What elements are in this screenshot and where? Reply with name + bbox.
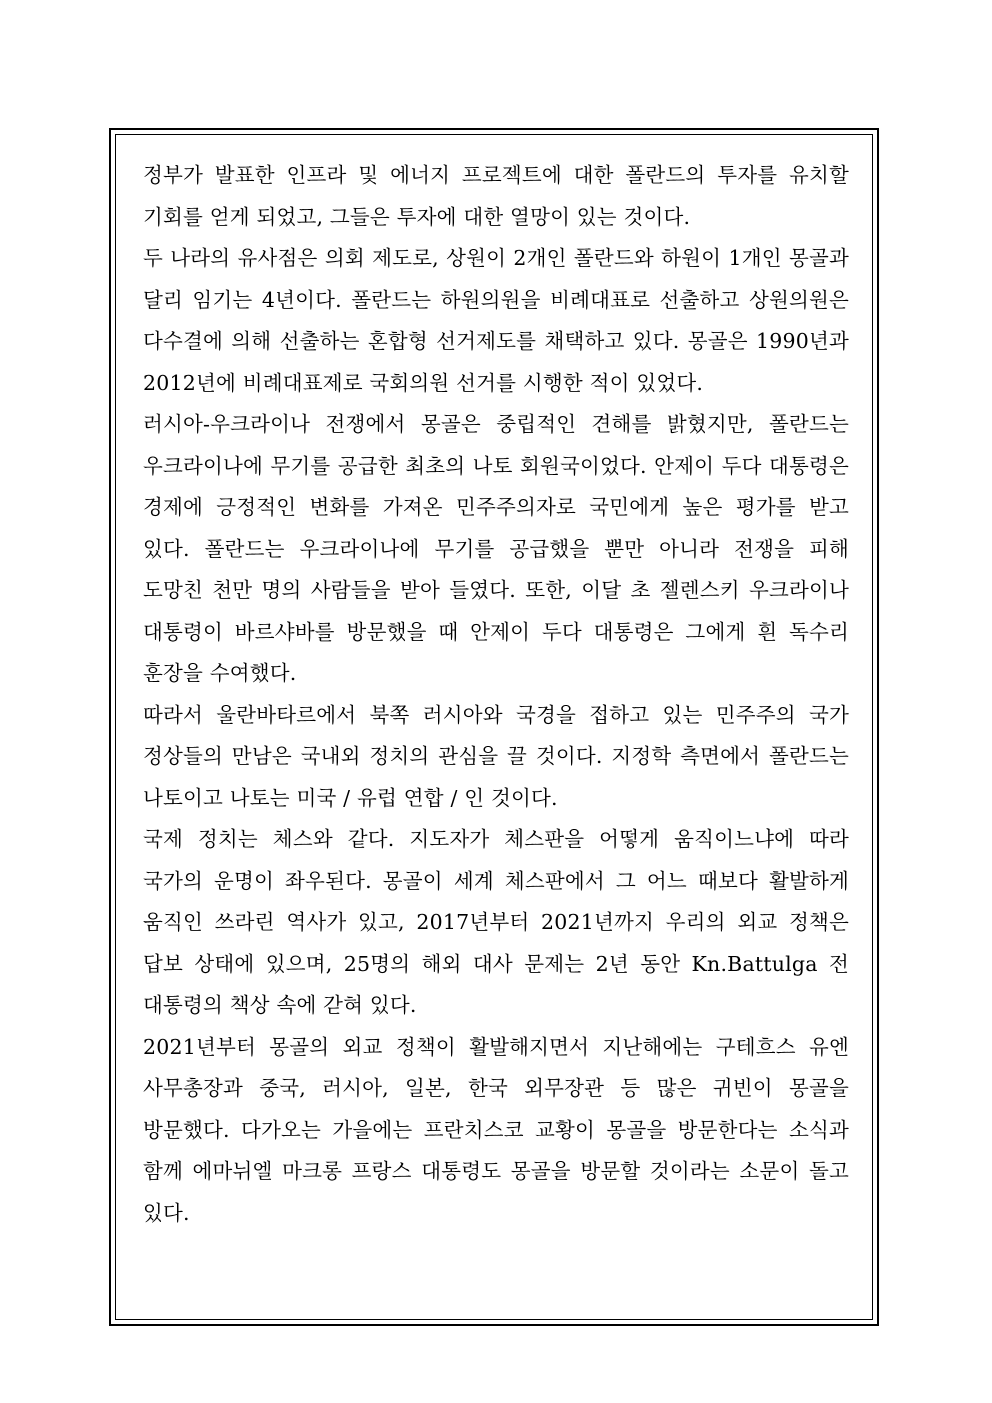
paragraph-1: 정부가 발표한 인프라 및 에너지 프로젝트에 대한 폴란드의 투자를 유치할 기회를 얻게 되었고, 그들은 투자에 대한 열망이 있는 것이다. <box>143 163 849 229</box>
document-body <box>143 155 849 1234</box>
paragraph-5: 국제 정치는 체스와 같다. 지도자가 체스판을 어떻게 움직이느냐에 따라 국가의 운명이 좌우된다. 몽골이 세계 체스판에서 그 어느 때보다 활발하게 움직인 쓰라린 역사가 있고, 2017년부터 2021년까지 우리의 외교 정책은 답보 상태에 있으며, 25명의 해외 대사 문제는 2년 동안 Kn.Battulga 전 대통령의 책상 속에 갇혀 있다. <box>143 827 849 1017</box>
paragraph-3: 러시아-우크라이나 전쟁에서 몽골은 중립적인 견해를 밝혔지만, 폴란드는 우크라이나에 무기를 공급한 최초의 나토 회원국이었다. 안제이 두다 대통령은 경제에 긍정적인 변화를 가져온 민주주의자로 국민에게 높은 평가를 받고 있다. 폴란드는 우크라이나에 무기를 공급했을 뿐만 아니라 전쟁을 피해 도망친 천만 명의 사람들을 받아 들였다. 또한, 이달 초 젤렌스키 우크라이나 대통령이 바르샤바를 방문했을 때 안제이 두다 대통령은 그에게 흰 독수리 훈장을 수여했다. <box>143 412 849 685</box>
paragraph-4: 따라서 울란바타르에서 북쪽 러시아와 국경을 접하고 있는 민주주의 국가 정상들의 만남은 국내외 정치의 관심을 끌 것이다. 지정학 측면에서 폴란드는 나토이고 나토는 미국 / 유럽 연합 / 인 것이다. <box>143 702 849 810</box>
paragraph-6: 2021년부터 몽골의 외교 정책이 활발해지면서 지난해에는 구테흐스 유엔 사무총장과 중국, 러시아, 일본, 한국 외무장관 등 많은 귀빈이 몽골을 방문했다. 다가오는 가을에는 프란치스코 교황이 몽골을 방문한다는 소식과 함께 에마뉘엘 마크롱 프랑스 대통령도 몽골을 방문할 것이라는 소문이 돌고 있다. <box>143 1034 849 1225</box>
paragraph-2: 두 나라의 유사점은 의회 제도로, 상원이 2개인 폴란드와 하원이 1개인 몽골과 달리 임기는 4년이다. 폴란드는 하원의원을 비례대표로 선출하고 상원의원은 다수결에 의해 선출하는 혼합형 선거제도를 채택하고 있다. 몽골은 1990년과 2012년에 비례대표제로 국회의원 선거를 시행한 적이 있었다. <box>143 246 849 395</box>
